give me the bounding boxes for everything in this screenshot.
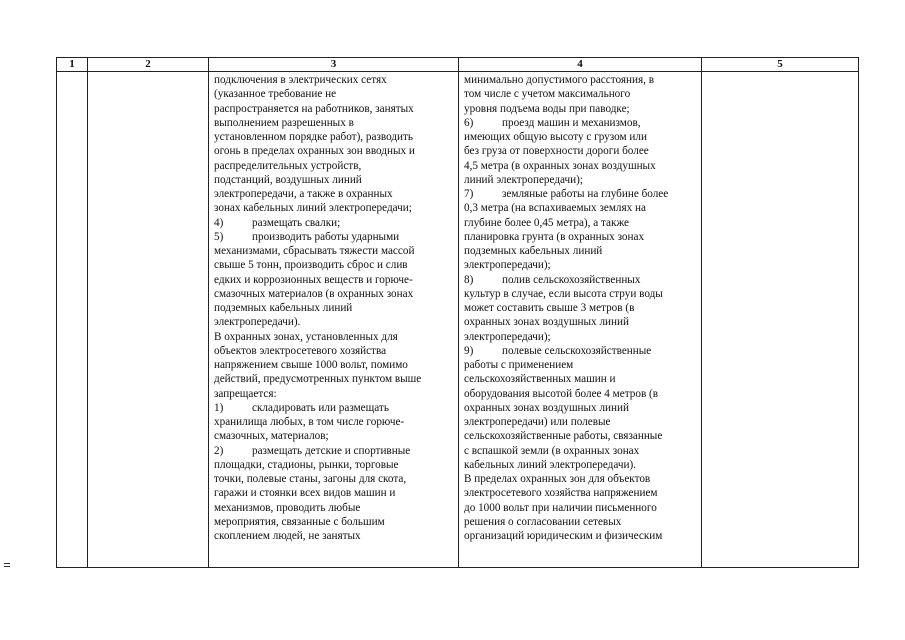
line-text: полив сельскохозяйственных	[502, 273, 641, 286]
text-line	[214, 501, 454, 515]
line-text: огонь в пределах охранных зон вводных и	[214, 145, 415, 158]
text-line	[464, 315, 697, 329]
line-text: с вспашкой земли (в охранных зонах	[464, 444, 640, 457]
text-line	[214, 159, 454, 173]
text-line	[214, 315, 454, 329]
text-line	[464, 230, 697, 244]
line-text: подземных кабельных линий	[214, 302, 353, 314]
line-text: точки, полевые станы, загоны для скота,	[214, 473, 407, 485]
cell-col-4	[459, 72, 702, 568]
text-line	[464, 116, 697, 130]
line-text: сельскохозяйственные работы, связанные	[464, 430, 663, 443]
cell-col-2	[88, 72, 209, 568]
line-text: решения о согласовании сетевых	[464, 515, 622, 528]
line-text: действий, предусмотренных пунктом выше	[214, 373, 422, 386]
text-line	[464, 201, 697, 215]
text-line	[214, 201, 454, 215]
line-text: минимально допустимого расстояния, в	[464, 74, 655, 86]
line-text: линий электропередачи);	[464, 173, 583, 186]
line-text: полевые сельскохозяйственные	[502, 344, 652, 357]
text-line	[214, 258, 454, 272]
text-line	[464, 301, 697, 315]
line-text: скоплением людей, не занятых	[214, 530, 361, 542]
text-line	[214, 273, 454, 287]
text-line	[464, 344, 697, 358]
line-text: оборудования высотой более 4 метров (в	[464, 387, 659, 400]
text-line	[464, 173, 697, 187]
list-number: 5)	[214, 230, 224, 243]
list-number: 1)	[214, 401, 224, 414]
text-line	[214, 415, 454, 429]
text-line	[464, 73, 697, 87]
line-text: площадки, стадионы, рынки, торговые	[214, 458, 399, 471]
text-line	[214, 344, 454, 358]
text-line	[214, 244, 454, 258]
line-text: 0,3 метра (на вспахиваемых землях на	[464, 202, 646, 215]
text-line	[214, 102, 454, 116]
text-line	[464, 273, 697, 287]
text-line	[214, 472, 454, 486]
line-text: том числе с учетом максимального	[464, 88, 631, 101]
text-line	[214, 116, 454, 130]
line-text: смазочных, материалов;	[214, 430, 329, 443]
list-number: 8)	[464, 273, 474, 286]
text-line	[214, 429, 454, 443]
line-text: кабельных линий электропередачи).	[464, 458, 637, 471]
text-line	[214, 130, 454, 144]
col4-text	[459, 72, 701, 567]
list-number: 6)	[464, 116, 474, 129]
text-line	[464, 515, 697, 529]
line-text: сельскохозяйственных машин и	[464, 373, 616, 386]
text-line	[464, 87, 697, 101]
header-col-4: 4	[459, 58, 702, 72]
line-text: электропередачи);	[464, 330, 551, 343]
cell-col-3	[209, 72, 459, 568]
line-text: напряжением свыше 1000 вольт, помимо	[214, 359, 408, 371]
list-number: 4)	[214, 216, 224, 229]
text-line	[214, 301, 454, 315]
line-text: хранилища любых, в том числе горюче-	[214, 416, 405, 428]
line-text: мероприятия, связанные с большим	[214, 515, 385, 528]
text-line	[464, 287, 697, 301]
line-text: до 1000 вольт при наличии письменного	[464, 501, 657, 514]
header-col-1: 1	[57, 58, 88, 72]
text-line	[214, 372, 454, 386]
text-line	[214, 287, 454, 301]
line-text: планировка грунта (в охранных зонах	[464, 230, 645, 243]
line-text: без груза от поверхности дороги более	[464, 145, 649, 158]
text-line	[464, 415, 697, 429]
line-text: электросетевого хозяйства напряжением	[464, 487, 658, 500]
text-line	[464, 486, 697, 500]
text-line	[464, 501, 697, 515]
line-text: производить работы ударными	[252, 230, 400, 243]
text-line	[464, 216, 697, 230]
line-text: глубине более 0,45 метра), а также	[464, 216, 629, 229]
cell-col-5	[702, 72, 859, 568]
text-line	[464, 130, 697, 144]
line-text: распространяется на работников, занятых	[214, 102, 414, 115]
header-col-2: 2	[88, 58, 209, 72]
text-line	[214, 87, 454, 101]
line-text: свыше 5 тонн, производить сброс и слив	[214, 259, 408, 272]
line-text: охранных зонах воздушных линий	[464, 316, 629, 329]
text-line	[214, 486, 454, 500]
text-line	[464, 529, 697, 543]
text-line	[214, 73, 454, 87]
line-text: 4,5 метра (в охранных зонах воздушных	[464, 159, 656, 172]
line-text: подстанций, воздушных линий	[214, 173, 362, 186]
text-line	[214, 230, 454, 244]
line-text: установленном порядке работ), разводить	[214, 131, 414, 143]
line-text: объектов электросетевого хозяйства	[214, 344, 387, 357]
text-line	[464, 387, 697, 401]
margin-mark	[4, 563, 10, 571]
line-text: уровня подъема воды при паводке;	[464, 102, 630, 115]
text-line	[214, 387, 454, 401]
text-line	[464, 144, 697, 158]
line-text: складировать или размещать	[252, 401, 389, 414]
text-line	[464, 187, 697, 201]
text-line	[464, 401, 697, 415]
line-text: может составить свыше 3 метров (в	[464, 302, 635, 314]
list-number: 9)	[464, 344, 474, 357]
header-col-5: 5	[702, 58, 859, 72]
text-line	[214, 216, 454, 230]
regulations-table	[56, 57, 859, 568]
text-line	[214, 458, 454, 472]
text-line	[214, 401, 454, 415]
text-line	[464, 159, 697, 173]
line-text: имеющих общую высоту с грузом или	[464, 131, 647, 143]
text-line	[214, 358, 454, 372]
text-line	[464, 358, 697, 372]
text-line	[214, 144, 454, 158]
line-text: проезд машин и механизмов,	[502, 116, 641, 129]
text-line	[214, 444, 454, 458]
col3-text	[209, 72, 458, 567]
line-text: работы с применением	[464, 359, 574, 371]
text-line	[464, 244, 697, 258]
line-text: земляные работы на глубине более	[502, 188, 669, 200]
text-line	[214, 529, 454, 543]
text-line	[464, 472, 697, 486]
line-text: организаций юридическим и физическим	[464, 530, 663, 542]
line-text: подключения в электрических сетях	[214, 74, 387, 86]
text-line	[464, 258, 697, 272]
line-text: выполнением разрешенных в	[214, 116, 354, 129]
cell-col-1	[57, 72, 88, 568]
line-text: едких и коррозионных веществ и горюче-	[214, 273, 413, 286]
text-line	[214, 515, 454, 529]
line-text: электропередачи) или полевые	[464, 416, 611, 428]
line-text: смазочных материалов (в охранных зонах	[214, 287, 414, 300]
line-text: (указанное требование не	[214, 88, 337, 101]
line-text: подземных кабельных линий	[464, 245, 603, 257]
text-line	[464, 102, 697, 116]
line-text: механизмов, проводить любые	[214, 501, 361, 514]
table-row	[57, 72, 859, 568]
line-text: В охранных зонах, установленных для	[214, 330, 398, 343]
text-line	[464, 444, 697, 458]
line-text: зонах кабельных линий электропередачи;	[214, 202, 412, 215]
text-line	[464, 429, 697, 443]
line-text: размещать свалки;	[252, 216, 341, 229]
text-line	[464, 372, 697, 386]
text-line	[464, 458, 697, 472]
header-col-3: 3	[209, 58, 459, 72]
header-row	[57, 58, 859, 72]
line-text: гаражи и стоянки всех видов машин и	[214, 487, 396, 500]
text-line	[214, 187, 454, 201]
line-text: размещать детские и спортивные	[252, 444, 411, 457]
list-number: 2)	[214, 444, 224, 457]
line-text: охранных зонах воздушных линий	[464, 401, 629, 414]
line-text: В пределах охранных зон для объектов	[464, 473, 651, 485]
line-text: запрещается:	[214, 387, 277, 400]
line-text: культур в случае, если высота струи воды	[464, 287, 663, 300]
line-text: распределительных устройств,	[214, 159, 362, 172]
line-text: электропередачи).	[214, 316, 301, 329]
text-line	[214, 330, 454, 344]
text-line	[214, 173, 454, 187]
line-text: механизмами, сбрасывать тяжести массой	[214, 245, 415, 257]
text-line	[464, 330, 697, 344]
line-text: электропередачи);	[464, 259, 551, 272]
line-text: электропередачи, а также в охранных	[214, 188, 393, 200]
list-number: 7)	[464, 188, 474, 200]
